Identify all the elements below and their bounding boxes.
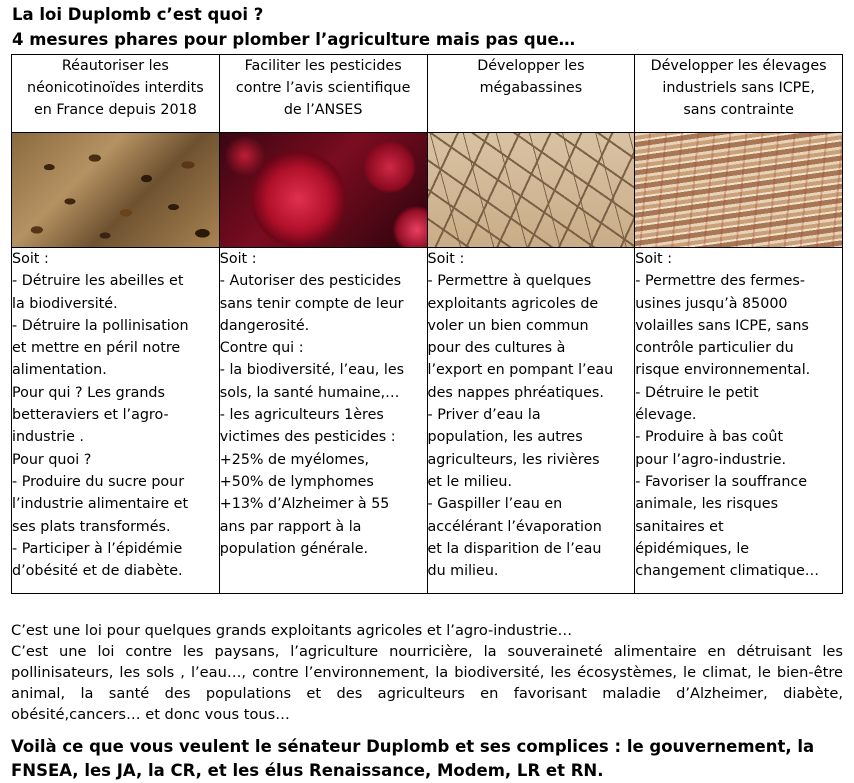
body-line: dangerosité. xyxy=(219,317,310,334)
column-header-elevages xyxy=(635,55,843,133)
header-line: sans contrainte xyxy=(683,102,794,118)
body-line: épidémiques, le xyxy=(635,540,750,557)
header-line: mégabassines xyxy=(479,80,583,96)
body-line: sanitaires et xyxy=(635,518,724,535)
header-line: contre l’avis scientifique xyxy=(235,80,411,96)
body-line: Pour qui ? Les grands xyxy=(12,384,165,401)
body-line: - Favoriser la souffrance xyxy=(635,473,808,490)
title-line-2: 4 mesures phares pour plomber l’agriculture mais pas que… xyxy=(12,30,576,49)
body-line: Soit : xyxy=(427,251,465,267)
header-line: industriels sans ICPE, xyxy=(662,80,815,96)
body-line: - Produire à bas coût xyxy=(635,429,784,446)
body-line: et mettre en péril notre xyxy=(12,340,181,357)
body-line: +25% de myélomes, xyxy=(219,451,370,468)
body-line: Soit : xyxy=(219,251,257,267)
body-line: betteraviers et l’agro- xyxy=(12,407,169,424)
body-line: population générale. xyxy=(219,540,369,557)
body-line: l’industrie alimentaire et xyxy=(12,496,189,513)
body-line: ans par rapport à la xyxy=(219,518,362,535)
image-cell xyxy=(219,133,427,248)
body-line: - Autoriser des pesticides xyxy=(219,273,402,290)
body-line: ses plats transformés. xyxy=(12,518,171,535)
header-line: Développer les élevages xyxy=(650,58,827,74)
column-header-megabassines xyxy=(427,55,635,133)
body-line: Contre qui : xyxy=(219,340,304,357)
column-body-neonicotinoids xyxy=(12,248,220,594)
column-header-pesticides xyxy=(219,55,427,133)
body-line: pour des cultures à xyxy=(427,340,566,357)
header-line: Réautoriser les xyxy=(61,58,169,74)
body-line: des nappes phréatiques. xyxy=(427,384,604,401)
body-line: - les agriculteurs 1ères xyxy=(219,407,384,424)
body-line: - la biodiversité, l’eau, les xyxy=(219,362,405,379)
body-line: élevage. xyxy=(635,407,697,424)
body-line: victimes des pesticides : xyxy=(219,429,396,446)
column-body-pesticides xyxy=(219,248,427,594)
title-line-1: La loi Duplomb c’est quoi ? xyxy=(12,5,264,24)
header-line: Développer les xyxy=(477,58,585,74)
body-line: - Détruire les abeilles et xyxy=(12,273,184,290)
measures-table xyxy=(11,54,843,594)
body-line: et le milieu. xyxy=(427,473,513,490)
dead-bees-photo xyxy=(12,133,219,247)
image-cell xyxy=(427,133,635,248)
body-line: risque environnemental. xyxy=(635,362,811,379)
body-line: - Priver d’eau la xyxy=(427,407,541,424)
body-line: contrôle particulier du xyxy=(635,340,794,357)
image-cell xyxy=(635,133,843,248)
body-line: changement climatique… xyxy=(635,563,820,580)
body-line: pour l’agro-industrie. xyxy=(635,451,787,468)
body-line: d’obésité et de diabète. xyxy=(12,563,183,580)
body-line: - Produire du sucre pour xyxy=(12,473,185,490)
body-line: - Gaspiller l’eau en xyxy=(427,496,563,513)
body-line: et la disparition de l’eau xyxy=(427,540,602,557)
header-line: en France depuis 2018 xyxy=(33,102,197,118)
conclusion-paragraph-2: C’est une loi contre les paysans, l’agriculture nourricière, la souveraineté alimentaire en détruisant les pollinisateurs, les sols , l’eau…, contre l’environnement, la biodiversité, les écosystèmes, le climat, le bien-être animal, la santé des populations et des agriculteurs en favorisant maladie d’Alzheimer, diabète, obésité,cancers… et donc vous tous… xyxy=(11,643,843,723)
final-statement: Voilà ce que vous veulent le sénateur Duplomb et ses complices : le gouvernement, la FNSEA, les JA, la CR, et les élus Renaissance, Modem, LR et RN. xyxy=(11,737,815,780)
body-line: exploitants agricoles de xyxy=(427,295,599,312)
body-line: - Détruire la pollinisation xyxy=(12,317,189,334)
body-line: sans tenir compte de leur xyxy=(219,295,404,312)
body-line: voler un bien commun xyxy=(427,317,589,334)
body-line: la biodiversité. xyxy=(12,295,118,312)
body-line: sols, la santé humaine,… xyxy=(219,384,400,401)
column-header-neonicotinoids xyxy=(12,55,220,133)
industrial-poultry-farm-photo xyxy=(635,133,842,247)
virus-cell-photo xyxy=(220,133,427,247)
body-line: +13% d’Alzheimer à 55 xyxy=(219,496,390,513)
body-line: volailles sans ICPE, sans xyxy=(635,317,809,334)
dry-cracked-soil-photo xyxy=(428,133,635,247)
body-line: usines jusqu’à 85000 xyxy=(635,295,788,312)
column-body-megabassines xyxy=(427,248,635,594)
conclusion-paragraph-1: C’est une loi pour quelques grands exploitants agricoles et l’agro-industrie… xyxy=(11,622,573,639)
body-line: population, les autres xyxy=(427,429,583,446)
image-cell xyxy=(12,133,220,248)
body-line: - Permettre à quelques xyxy=(427,273,592,290)
body-line: l’export en pompant l’eau xyxy=(427,362,614,379)
body-line: industrie . xyxy=(12,429,84,446)
body-line: - Permettre des fermes- xyxy=(635,273,805,290)
body-line: alimentation. xyxy=(12,362,107,379)
body-line: animale, les risques xyxy=(635,496,779,513)
body-line: - Détruire le petit xyxy=(635,384,759,401)
header-line: Faciliter les pesticides xyxy=(244,58,402,74)
body-line: - Participer à l’épidémie xyxy=(12,540,183,557)
header-line: de l’ANSES xyxy=(283,102,363,118)
column-body-elevages xyxy=(635,248,843,594)
body-line: Soit : xyxy=(635,251,673,267)
body-line: +50% de lymphomes xyxy=(219,473,374,490)
body-line: agriculteurs, les rivières xyxy=(427,451,600,468)
body-line: du milieu. xyxy=(427,563,499,580)
body-line: Soit : xyxy=(12,251,49,267)
header-line: néonicotinoïdes interdits xyxy=(27,80,204,96)
body-line: Pour quoi ? xyxy=(12,451,92,468)
body-line: accélérant l’évaporation xyxy=(427,518,602,535)
